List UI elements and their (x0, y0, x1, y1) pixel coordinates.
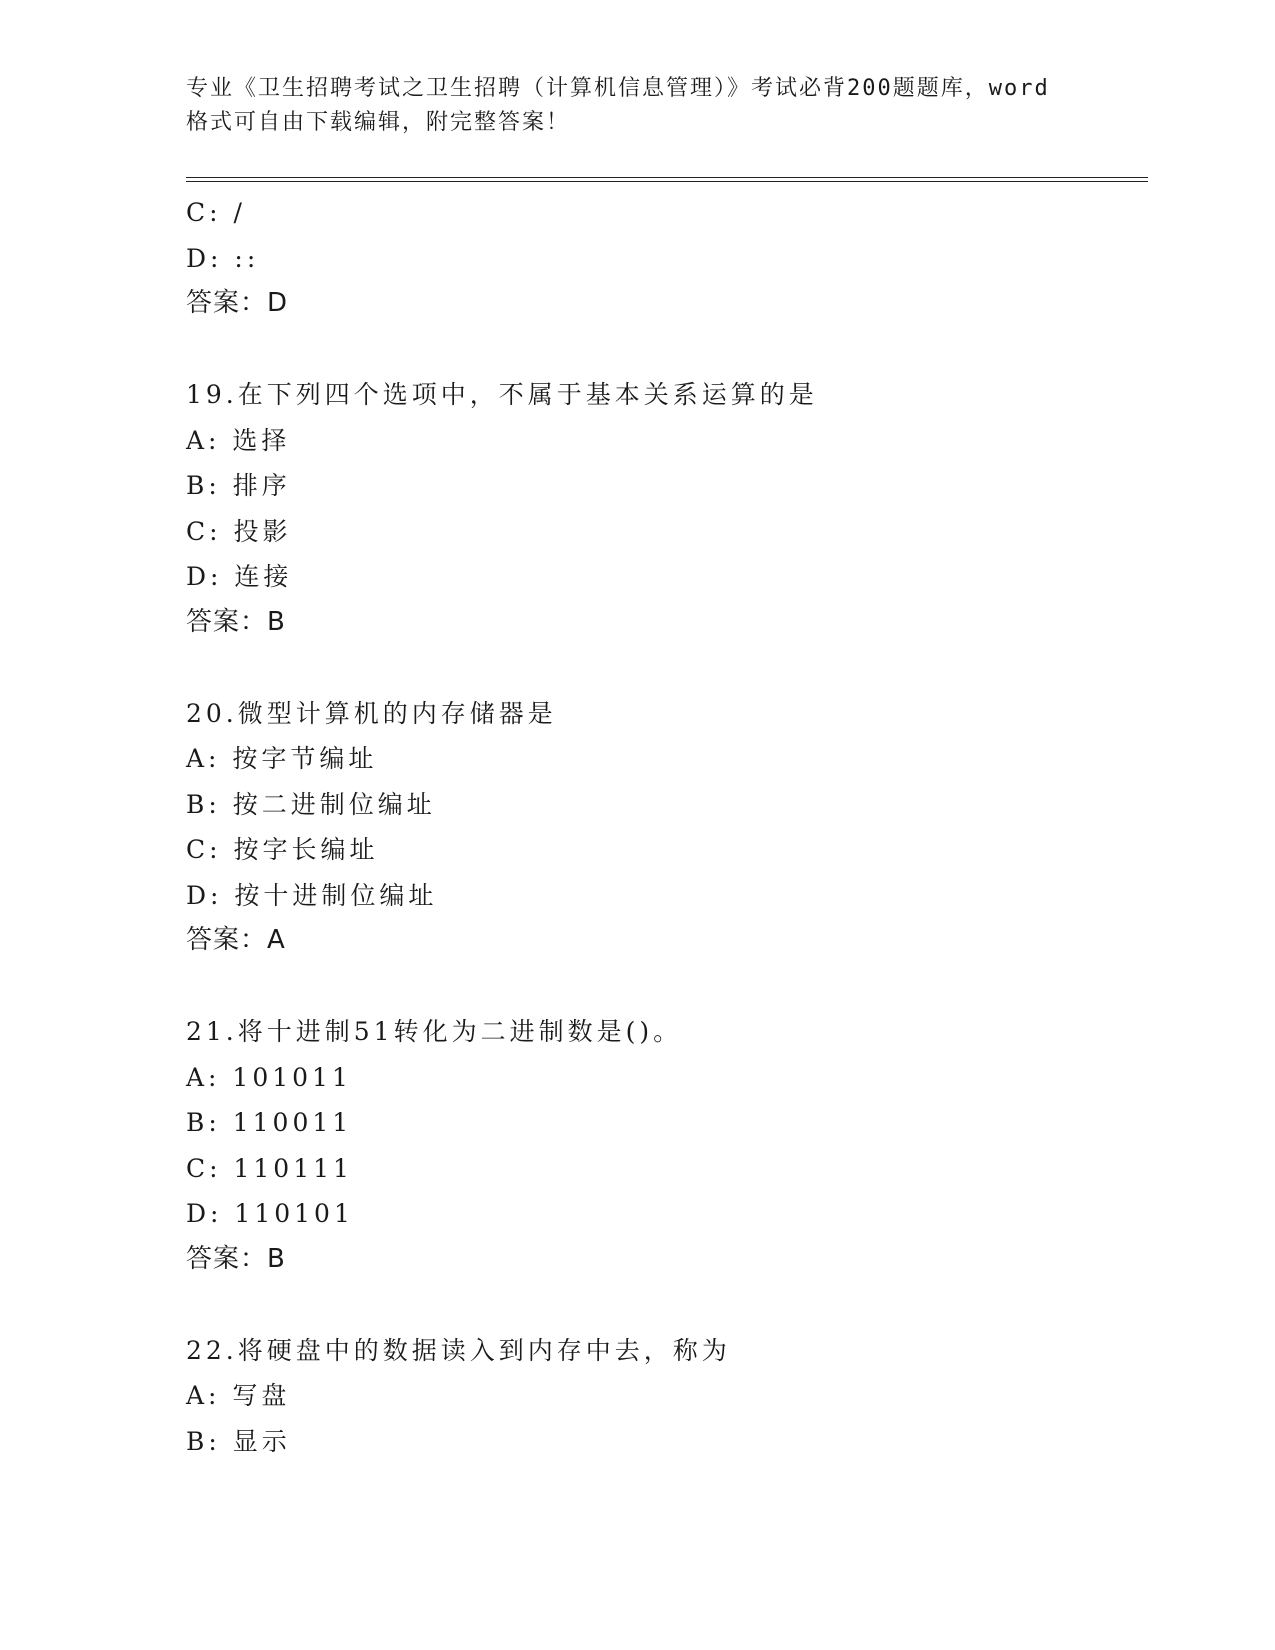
option-a: A: 按字节编址 (186, 744, 378, 773)
spacer (186, 1282, 1146, 1328)
option-c: C: 投影 (186, 516, 292, 546)
option-d: D: 110101 (186, 1199, 354, 1228)
option-a: A: 选择 (186, 425, 291, 455)
option-a: A: 101011 (186, 1062, 352, 1092)
question-stem: 21.将十进制51转化为二进制数是()。 (186, 1017, 683, 1046)
option-b: B: 显示 (186, 1426, 291, 1456)
question-19 (186, 372, 1146, 645)
question-stem: 19.在下列四个选项中，不属于基本关系运算的是 (186, 380, 818, 409)
option-c: C: / (186, 198, 246, 227)
header-line-2: 格式可自由下载编辑，附完整答案！ (186, 110, 571, 135)
question-stem: 22.将硬盘中的数据读入到内存中去，称为 (186, 1335, 731, 1365)
option-d: D: :: (186, 243, 260, 273)
question-20 (186, 691, 1146, 964)
option-d: D: 连接 (186, 562, 293, 591)
question-list (186, 190, 1146, 1464)
header-rule-top (186, 177, 1148, 178)
document-header (186, 72, 1086, 140)
question-21 (186, 1009, 1146, 1282)
option-d: D: 按十进制位编址 (186, 880, 438, 910)
option-c: C: 按字长编址 (186, 835, 379, 864)
spacer (186, 645, 1146, 691)
option-b: B: 110011 (186, 1108, 353, 1137)
question-22 (186, 1328, 1146, 1465)
option-c: C: 110111 (186, 1153, 353, 1183)
answer: 答案：B (186, 606, 286, 637)
spacer (186, 327, 1146, 373)
answer: 答案：B (186, 1243, 286, 1274)
prev-question-tail (186, 190, 1146, 327)
header-rule-bottom (186, 181, 1148, 182)
option-b: B: 排序 (186, 471, 291, 500)
option-a: A: 写盘 (186, 1381, 291, 1410)
answer: 答案：D (186, 288, 289, 318)
option-b: B: 按二进制位编址 (186, 789, 436, 819)
header-line-1: 专业《卫生招聘考试之卫生招聘（计算机信息管理）》考试必背200题题库，word (186, 76, 1050, 101)
answer: 答案：A (186, 925, 286, 955)
question-stem: 20.微型计算机的内存储器是 (186, 698, 557, 728)
spacer (186, 964, 1146, 1010)
